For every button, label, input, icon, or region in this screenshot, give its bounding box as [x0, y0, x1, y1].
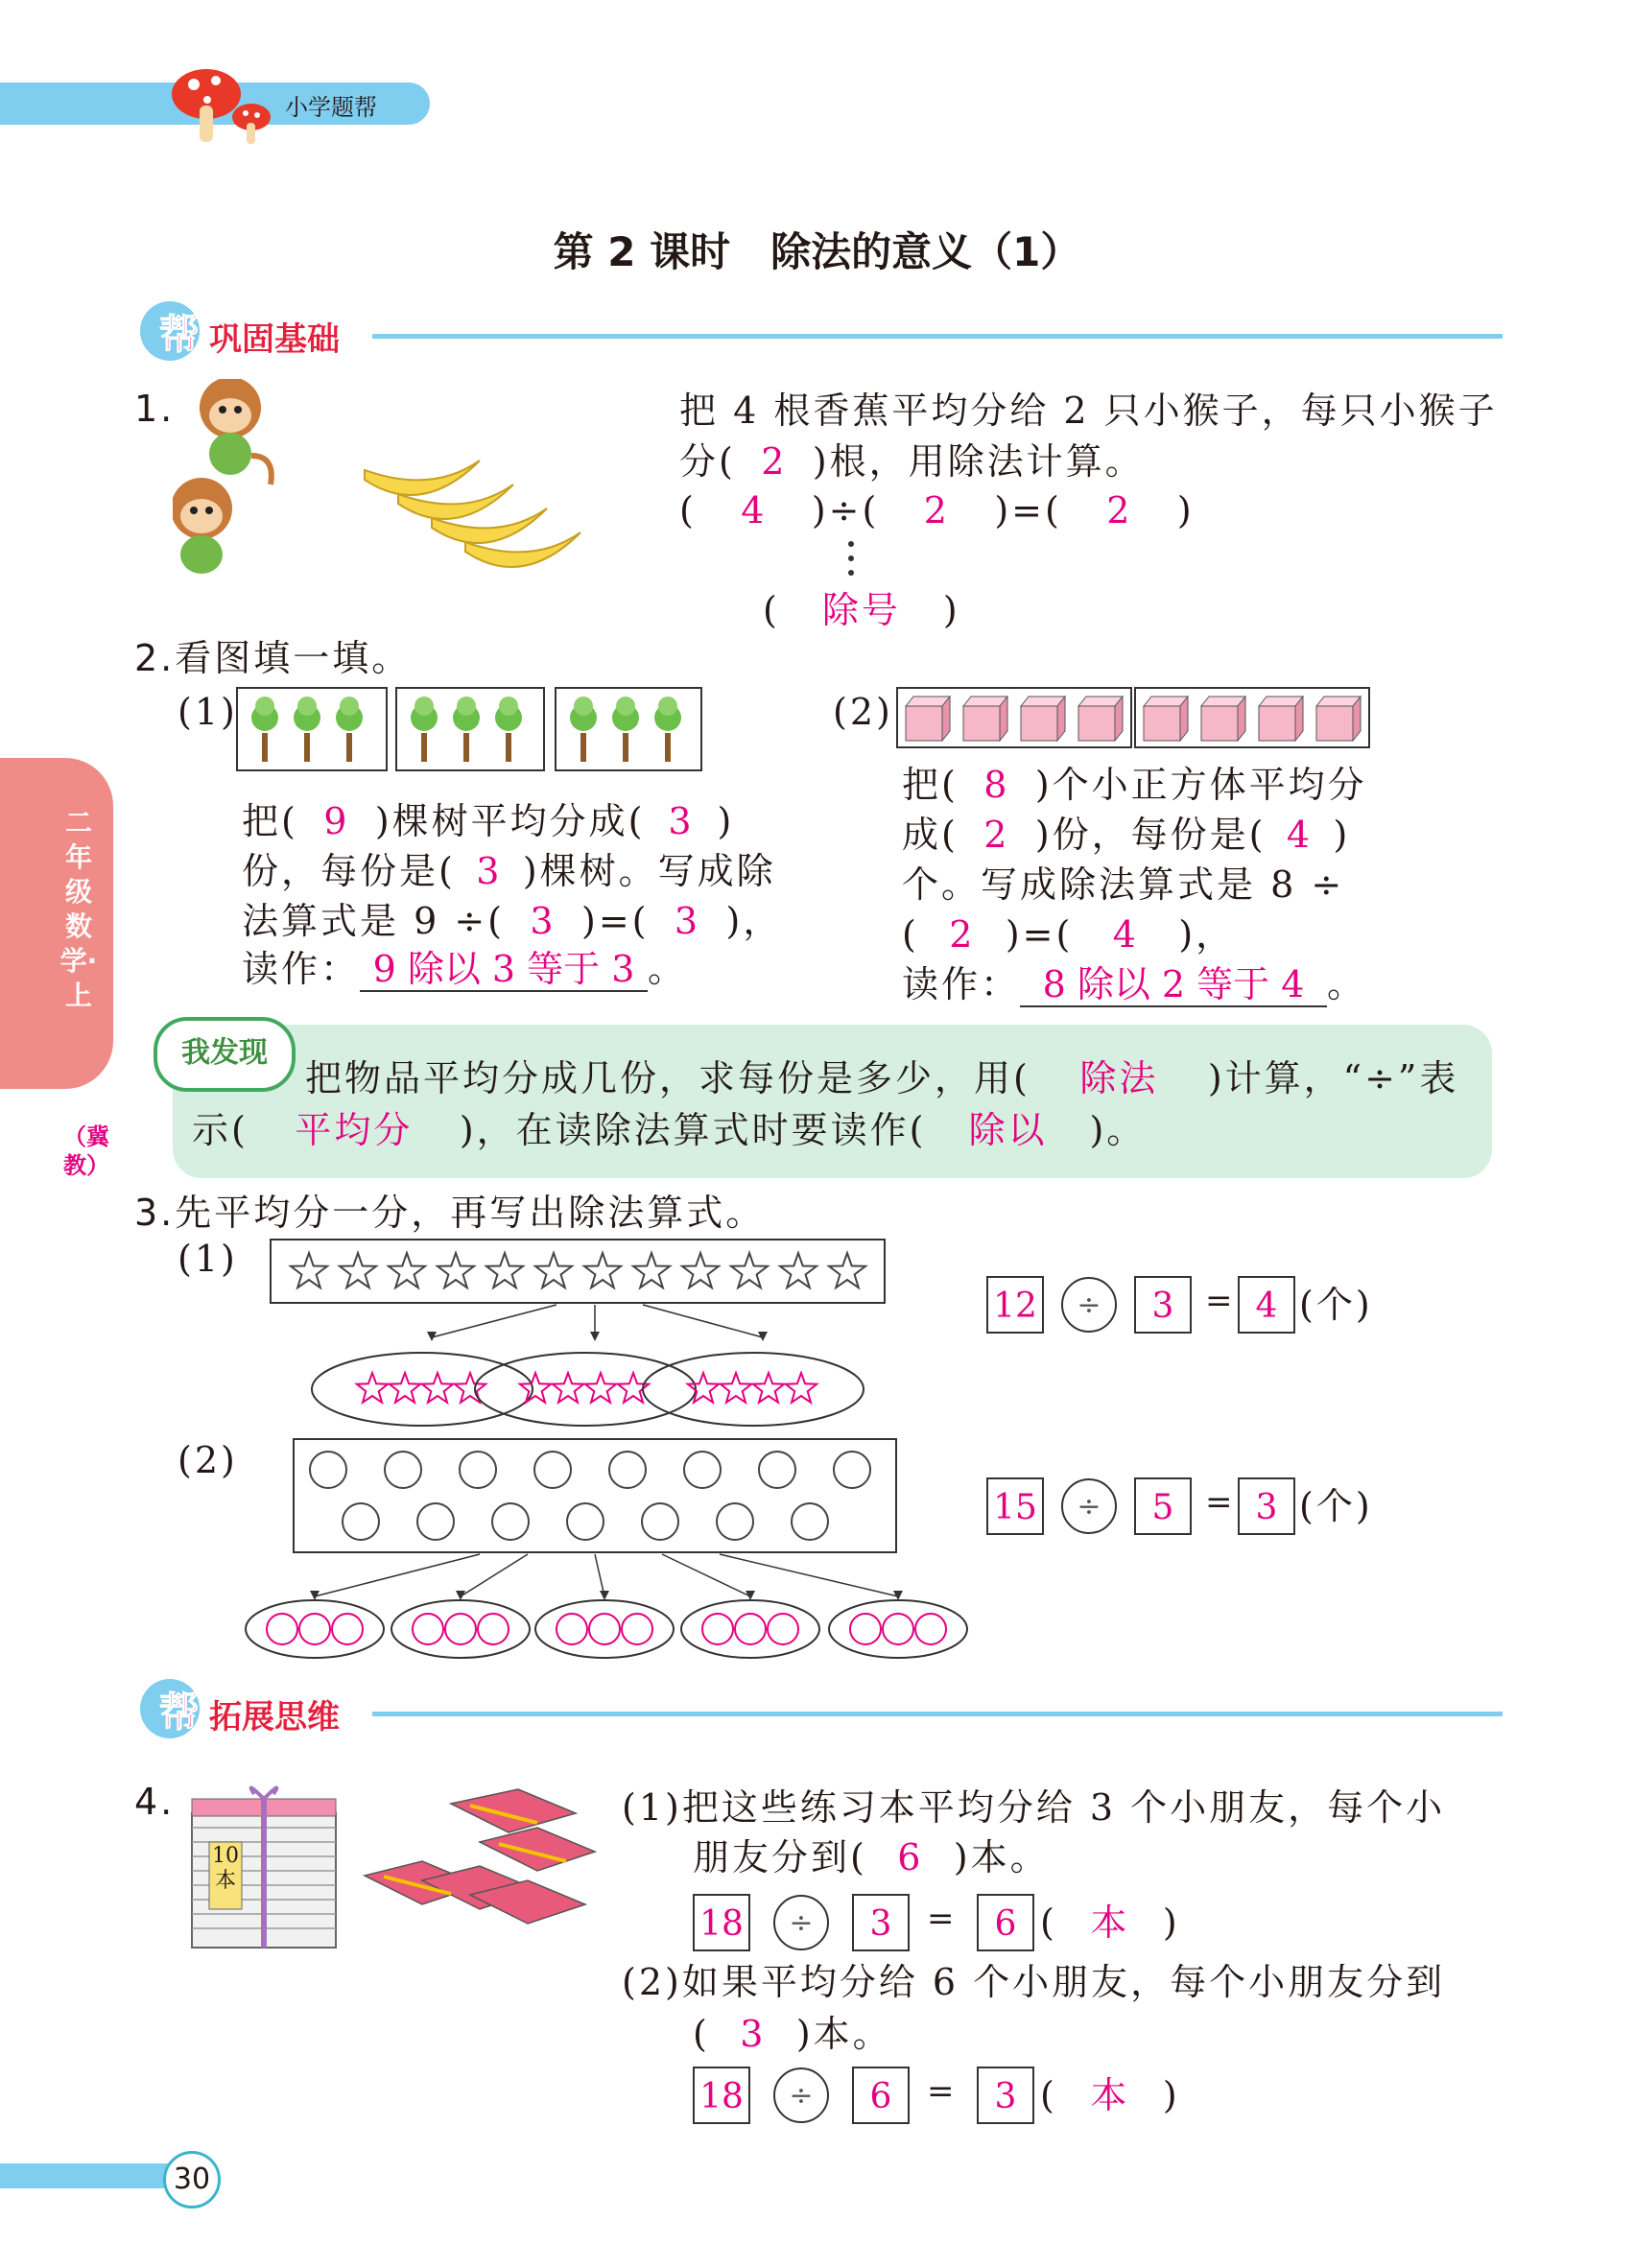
q2p1-trees-answer: 9 [323, 800, 350, 842]
circle-icon [492, 1503, 529, 1540]
q2p1-parts-answer: 3 [668, 800, 695, 842]
q4p1-t2: )本。 [953, 1836, 1050, 1878]
circle-icon [567, 1503, 604, 1540]
circle-icon [460, 1452, 496, 1488]
section-bang-icon: 帮 [159, 311, 201, 358]
star-icon [584, 1253, 621, 1288]
cube-icon [906, 697, 950, 741]
q1-eq-quotient: 2 [1106, 489, 1133, 532]
group-oval [475, 1353, 696, 1426]
discover-t2: )计算，“÷”表 [1207, 1057, 1459, 1099]
circle-icon [413, 1614, 443, 1644]
tree-icon [294, 697, 320, 762]
star-icon [829, 1253, 865, 1288]
arrow-head-icon [590, 1332, 600, 1341]
circle-icon [267, 1614, 297, 1644]
q2p1-t1: 把( [242, 800, 298, 842]
q4p2-answer: 3 [740, 2013, 767, 2055]
notebook-bundle-label: 10 本 [212, 1844, 239, 1893]
q2p1-t3: ) [717, 800, 735, 842]
star-icon [731, 1253, 768, 1288]
star-icon [422, 1373, 453, 1403]
q3p2-quotient-box: 3 [1238, 1477, 1295, 1535]
circle-icon [684, 1452, 721, 1488]
tree-icon [654, 697, 681, 762]
q2p1-line1 [242, 796, 734, 846]
discover-answer-divideby: 除以 [968, 1109, 1048, 1151]
circle-icon [310, 1452, 346, 1488]
q3p2-unit: (个) [1299, 1485, 1373, 1527]
tree-icon [495, 697, 522, 762]
q2p2-t11: 。 [1327, 963, 1367, 1005]
q2-number: 2. [134, 637, 176, 679]
q3p2-divisor-box: 5 [1134, 1477, 1192, 1535]
q4p2-unit-open: ( [1040, 2074, 1057, 2116]
q2p2-t2: )个小正方体平均分 [1034, 764, 1367, 806]
cube-icon [1201, 697, 1245, 741]
dotted-pointer [846, 539, 856, 578]
section-divider [372, 1712, 1503, 1716]
star-icon [390, 1373, 420, 1403]
discover-line1 [305, 1053, 1458, 1103]
q2-part2-label: (2) [833, 691, 893, 733]
division-sign-icon: ÷ [1061, 1478, 1117, 1534]
cube-icon [1144, 697, 1188, 741]
q2p1-line3 [242, 896, 782, 946]
q4p2-t1: ( [693, 2013, 710, 2055]
q2-title: 看图填一填。 [175, 637, 412, 679]
group-oval [312, 1353, 533, 1426]
q4p1-t1: 朋友分到( [693, 1836, 867, 1878]
cube-icon [1021, 697, 1065, 741]
q3-number: 3. [134, 1192, 176, 1234]
arrow-head-icon [456, 1591, 465, 1600]
question-number [134, 633, 411, 683]
q2p2-t4: )份，每份是( [1034, 814, 1267, 856]
q4p1-line2 [693, 1832, 1050, 1882]
q2p1-t6: 法算式是 9 ÷( [242, 900, 506, 942]
q1-eq-dividend: 4 [741, 489, 768, 532]
circle-icon [478, 1614, 509, 1644]
q4p2-t2: )本。 [795, 2013, 892, 2055]
circle-icon [792, 1503, 828, 1540]
q3p1-quotient-box: 4 [1238, 1276, 1295, 1334]
q1-equation: ( 4 )÷( 2 )=( 2 ) [679, 485, 1195, 535]
circle-icon [834, 1452, 870, 1488]
q4p1-unit [1040, 1898, 1180, 1948]
section-title-extend: 拓展思维 [209, 1698, 340, 1736]
q2p1-line4 [242, 944, 687, 994]
star-icon [553, 1373, 583, 1403]
q2p2-t1: 把( [902, 764, 959, 806]
q4p2-dividend-box: 18 [693, 2067, 750, 2124]
question-number: 1. [134, 388, 176, 430]
q4p2-divisor-box: 6 [852, 2067, 910, 2124]
q2p2-t3: 成( [902, 814, 959, 856]
q2p1-eq-quotient: 3 [674, 900, 701, 942]
star-icon [486, 1253, 523, 1288]
q4p1-unit-open: ( [1040, 1902, 1057, 1944]
q2p2-line5 [902, 959, 1366, 1009]
q2p2-t10: 读作： [902, 963, 1021, 1005]
q2p2-line4 [902, 910, 1235, 959]
side-tab-text: 二年级数学·上 [59, 807, 98, 1011]
circles-division-figure [240, 1437, 979, 1667]
star-icon [438, 1253, 474, 1288]
star-icon [535, 1253, 572, 1288]
equals-sign: = [927, 2072, 955, 2111]
circle-icon [735, 1614, 766, 1644]
q1-line2-post: )根，用除法计算。 [812, 440, 1145, 483]
q2p1-t4: 份，每份是( [242, 850, 456, 892]
discover-answer-division: 除法 [1079, 1057, 1159, 1099]
discover-answer-average: 平均分 [295, 1109, 414, 1151]
q2p2-t7: ( [902, 913, 919, 956]
q3p1-unit: (个) [1299, 1284, 1373, 1326]
q4p2-unit-answer: 本 [1090, 2074, 1130, 2116]
circle-icon [534, 1452, 571, 1488]
star-icon [389, 1253, 425, 1288]
arrow-line [461, 1554, 528, 1596]
q1-line2-pre: 分( [679, 440, 736, 483]
circle-icon [417, 1503, 454, 1540]
equals-sign: = [1205, 1282, 1233, 1320]
circle-icon [622, 1614, 652, 1644]
group-oval [643, 1353, 864, 1426]
star-icon [786, 1373, 817, 1403]
q4p1-answer: 6 [897, 1836, 924, 1878]
discover-t5: )。 [1089, 1109, 1147, 1151]
circle-icon [332, 1614, 363, 1644]
q2p2-read-answer: 8 除以 2 等于 4 [1020, 963, 1327, 1007]
q2p1-each-answer: 3 [476, 850, 503, 892]
q3-part1-label: (1) [178, 1238, 238, 1280]
circle-icon [299, 1614, 330, 1644]
q2p2-eq-quotient: 4 [1112, 913, 1139, 956]
circle-icon [343, 1503, 379, 1540]
circle-icon [385, 1452, 421, 1488]
arrow-line [315, 1554, 480, 1596]
q1-line1: 把 4 根香蕉平均分给 2 只小猴子，每只小猴子 [679, 390, 1498, 432]
q4p1-unit-close: ) [1162, 1902, 1180, 1944]
star-icon [721, 1373, 751, 1403]
page-title: 第 2 课时 除法的意义（1） [553, 228, 1081, 275]
circle-icon [759, 1452, 795, 1488]
equals-sign: = [1205, 1483, 1233, 1522]
cubes-illustration [896, 687, 1372, 750]
trees-illustration [236, 687, 700, 771]
discover-t4: )，在读除法算式时要读作( [459, 1109, 927, 1151]
page-number: 30 [163, 2151, 221, 2209]
q3p2-dividend-box: 15 [986, 1477, 1044, 1535]
circles-box [294, 1439, 896, 1552]
q2p2-line2 [902, 810, 1350, 860]
question-number: 4. [134, 1781, 176, 1823]
stars-box [271, 1240, 885, 1303]
q1-answer-each: 2 [761, 440, 788, 483]
q4p1-unit-answer: 本 [1090, 1902, 1130, 1944]
brand-name: 小学题帮 [285, 94, 377, 121]
star-icon [291, 1253, 327, 1288]
q4p2-quotient-box: 3 [977, 2067, 1034, 2124]
q2p1-read-answer: 9 除以 3 等于 3 [360, 948, 648, 992]
circle-icon [642, 1503, 678, 1540]
cube-icon [1316, 697, 1361, 741]
discovery-badge: 我发现 [154, 1017, 296, 1092]
q2p1-t5: )棵树。写成除 [522, 850, 776, 892]
q2p2-eq-divisor: 2 [949, 913, 976, 956]
q4p2-line1: (2)如果平均分给 6 个小朋友，每个小朋友分到 [622, 1961, 1446, 2003]
cube-icon [1259, 697, 1303, 741]
q2p2-t5: ) [1333, 814, 1351, 856]
equals-sign: = [927, 1900, 955, 1938]
q1-line2 [679, 437, 1145, 486]
discover-line2 [192, 1105, 1146, 1155]
circle-icon [850, 1614, 881, 1644]
q2p1-t2: )棵树平均分成( [374, 800, 646, 842]
tree-icon [251, 697, 278, 762]
tree-icon [453, 697, 480, 762]
tree-icon [411, 697, 438, 762]
q2p2-t8: )=( [1005, 913, 1074, 956]
monkey-icon [200, 379, 272, 484]
q2p2-cubes-answer: 8 [983, 764, 1010, 806]
q2p1-t7: )=( [581, 900, 650, 942]
circle-icon [702, 1614, 733, 1644]
cube-icon [963, 697, 1007, 741]
q2p2-line3: 个。写成除法算式是 8 ÷ [902, 863, 1345, 906]
q4p1-dividend-box: 18 [693, 1894, 750, 1951]
question-number [134, 1188, 765, 1238]
circle-icon [557, 1614, 587, 1644]
cube-icon [1078, 697, 1123, 741]
q1-symbol-answer: 除号 [821, 589, 901, 631]
star-icon [682, 1253, 719, 1288]
circle-icon [915, 1614, 946, 1644]
circle-icon [609, 1452, 646, 1488]
circle-icon [717, 1503, 753, 1540]
notebook-stack-illustration [182, 1784, 604, 1957]
division-sign-icon: ÷ [1061, 1277, 1117, 1333]
section-bang-icon: 帮 [159, 1689, 201, 1736]
q4p2-unit [1040, 2070, 1180, 2120]
side-tab-subtext: （冀教） [63, 1123, 109, 1179]
circle-icon [883, 1614, 913, 1644]
division-sign-icon: ÷ [773, 1895, 829, 1950]
star-icon [340, 1253, 376, 1288]
q4p2-unit-close: ) [1162, 2074, 1180, 2116]
q4p1-quotient-box: 6 [977, 1894, 1034, 1951]
q2p2-each-answer: 4 [1286, 814, 1314, 856]
q3-part2-label: (2) [178, 1439, 238, 1481]
q2p2-parts-answer: 2 [983, 814, 1010, 856]
star-icon [520, 1373, 551, 1403]
tree-icon [570, 697, 597, 762]
q3p1-dividend-box: 12 [986, 1276, 1044, 1334]
tree-icon [336, 697, 363, 762]
q2p2-line1 [902, 760, 1367, 810]
star-icon [753, 1373, 784, 1403]
circle-icon [768, 1614, 798, 1644]
section-divider [372, 334, 1503, 339]
arrow-line [432, 1305, 557, 1337]
monkeys-bananas-illustration [173, 379, 614, 590]
q2p2-t9: )， [1178, 913, 1236, 956]
circle-icon [445, 1614, 476, 1644]
arrow-line [720, 1554, 898, 1596]
arrow-line [662, 1554, 750, 1596]
q4p2-line2 [693, 2009, 892, 2059]
stars-division-figure [240, 1238, 950, 1429]
tree-icon [612, 697, 639, 762]
q2p1-line2 [242, 846, 776, 896]
q2p1-eq-divisor: 3 [530, 900, 557, 942]
q4p1-line1: (1)把这些练习本平均分给 3 个小朋友，每个小 [622, 1786, 1446, 1829]
q2p1-t8: )， [725, 900, 783, 942]
monkey-icon [173, 478, 232, 574]
star-icon [585, 1373, 616, 1403]
discover-t3: 示( [192, 1109, 249, 1151]
arrow-head-icon [600, 1591, 609, 1600]
star-icon [780, 1253, 817, 1288]
q4p1-divisor-box: 3 [852, 1894, 910, 1951]
q2-part1-label: (1) [178, 691, 238, 733]
q3p1-divisor-box: 3 [1134, 1276, 1192, 1334]
arrow-line [595, 1554, 604, 1596]
circle-icon [589, 1614, 620, 1644]
section-title-basic: 巩固基础 [209, 320, 340, 359]
q3-title: 先平均分一分，再写出除法算式。 [175, 1192, 766, 1234]
q1-eq-divisor: 2 [923, 489, 950, 532]
q2p1-t9: 读作： [242, 948, 361, 990]
star-icon [357, 1373, 388, 1403]
q1-symbol-name: ( 除号 ) [763, 585, 960, 635]
star-icon [633, 1253, 670, 1288]
discover-t1: 把物品平均分成几份，求每份是多少，用( [305, 1057, 1030, 1099]
arrow-line [643, 1305, 763, 1337]
banana-icon [365, 461, 580, 567]
star-icon [618, 1373, 649, 1403]
division-sign-icon: ÷ [773, 2067, 829, 2123]
q2p1-t10: 。 [648, 948, 688, 990]
mushroom-logo-icon [163, 58, 278, 149]
